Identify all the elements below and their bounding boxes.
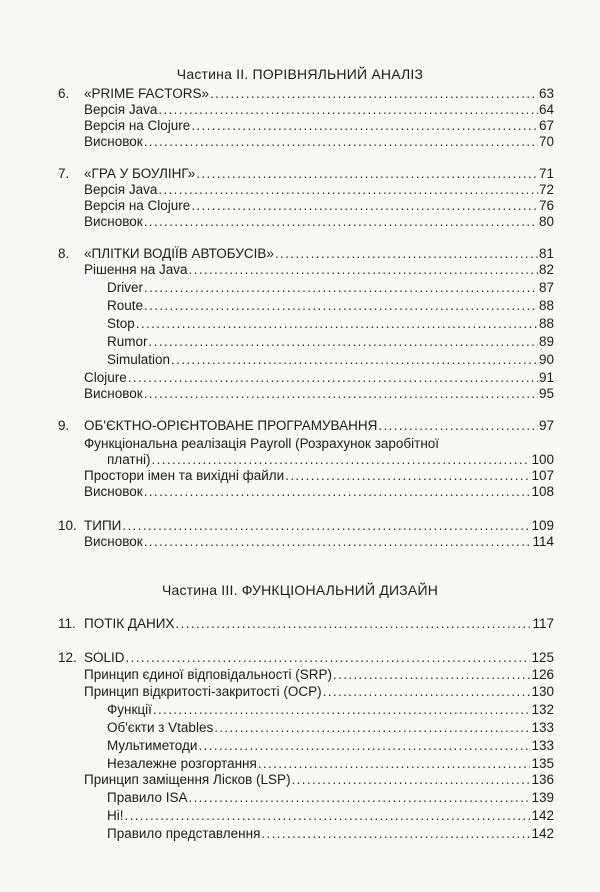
dot-leader (210, 86, 538, 102)
toc-subsection-row[interactable] (107, 316, 554, 332)
page-number: 142 (531, 826, 554, 841)
page-number: 133 (531, 720, 554, 735)
page-number: 135 (531, 756, 554, 771)
dot-leader (144, 280, 538, 296)
dot-leader (191, 118, 538, 134)
dot-leader (128, 370, 538, 386)
section-title: Принцип заміщення Лісков (LSP) (84, 772, 291, 787)
dot-leader (144, 214, 538, 230)
section-title: платні) (107, 452, 151, 467)
toc-chapter-row[interactable] (58, 518, 554, 534)
dot-leader (189, 262, 538, 278)
section-title: Принцип єдиної відповідальності (SRP) (84, 667, 333, 682)
section-title: Rumor (107, 334, 148, 349)
page-number: 91 (538, 370, 554, 385)
page-number: 88 (538, 298, 554, 313)
section-title: Незалежне розгортання (107, 756, 257, 771)
dot-leader (198, 738, 530, 754)
chapter-number: 8. (58, 246, 70, 261)
page-number: 87 (538, 280, 554, 295)
section-title: Принцип відкритості-закритості (OCP) (84, 684, 322, 699)
chapter-title: ТИПИ (84, 518, 122, 533)
section-title: Рішення на Java (84, 262, 188, 277)
page-number: 88 (538, 316, 554, 331)
section-title: Правило ISA (107, 790, 188, 805)
dot-leader (175, 616, 531, 632)
toc-section-row[interactable] (84, 370, 554, 386)
page-number: 133 (531, 738, 554, 753)
section-title: Версія Java (84, 102, 158, 117)
toc-subsection-row[interactable] (107, 334, 554, 350)
dot-leader (292, 772, 531, 788)
page-number: 130 (531, 684, 554, 699)
page-number: 125 (531, 650, 554, 665)
chapter-title: «ГРА У БОУЛІНГ» (84, 166, 196, 181)
page-number: 142 (531, 808, 554, 823)
toc-section-row[interactable] (84, 386, 554, 402)
page-number: 97 (538, 418, 554, 433)
chapter-number: 7. (58, 166, 70, 181)
page-number: 108 (531, 484, 554, 499)
section-title: Версія Java (84, 182, 158, 197)
toc-subsection-row[interactable] (107, 280, 554, 296)
page-number: 67 (538, 118, 554, 133)
dot-leader (275, 246, 538, 262)
section-title: Висновок (84, 214, 143, 229)
toc-section-row[interactable] (84, 102, 554, 118)
toc-subsection-row[interactable] (107, 808, 554, 824)
toc-chapter-row[interactable] (58, 650, 554, 666)
dot-leader (144, 386, 538, 402)
dot-leader (196, 166, 538, 182)
dot-leader (144, 134, 538, 150)
section-title: Версія на Clojure (84, 118, 191, 133)
chapter-title: ОБ'ЄКТНО-ОРІЄНТОВАНЕ ПРОГРАМУВАННЯ (84, 418, 378, 433)
page-number: 63 (538, 86, 554, 101)
toc-section-row[interactable] (84, 198, 554, 214)
dot-leader (136, 316, 538, 332)
page-number: 100 (531, 452, 554, 467)
toc-subsection-row[interactable] (107, 702, 554, 718)
chapter-title: «PRIME FACTORS» (84, 86, 210, 101)
page-number: 81 (538, 246, 554, 261)
toc-section-row[interactable] (84, 772, 554, 788)
chapter-number: 10. (58, 518, 77, 533)
section-title: Висновок (84, 484, 143, 499)
dot-leader (285, 468, 530, 484)
dot-leader (158, 102, 538, 118)
toc-chapter-row[interactable] (58, 166, 554, 182)
page-number: 71 (538, 166, 554, 181)
section-title: Функції (107, 702, 152, 717)
dot-leader (191, 198, 538, 214)
page-number: 136 (531, 772, 554, 787)
chapter-number: 12. (58, 650, 77, 665)
page-number: 109 (531, 518, 554, 533)
section-title: Версія на Clojure (84, 198, 191, 213)
chapter-title: SOLID (84, 650, 125, 665)
section-title: Simulation (107, 352, 171, 367)
chapter-number: 6. (58, 86, 70, 101)
toc-chapter-row[interactable] (58, 616, 554, 632)
page-number: 90 (538, 352, 554, 367)
dot-leader (378, 418, 538, 434)
dot-leader (214, 720, 530, 736)
toc-section-row[interactable] (84, 214, 554, 230)
chapter-title: ПОТІК ДАНИХ (84, 616, 175, 631)
page-number: 107 (531, 468, 554, 483)
dot-leader (153, 702, 531, 718)
toc-section-row[interactable] (84, 684, 554, 700)
dot-leader (152, 452, 531, 468)
dot-leader (171, 352, 538, 368)
part-heading: Частина III. ФУНКЦІОНАЛЬНИЙ ДИЗАЙН (161, 582, 439, 598)
dot-leader (125, 808, 531, 824)
toc-section-row[interactable] (84, 667, 554, 683)
page-number: 95 (538, 386, 554, 401)
page-number: 132 (531, 702, 554, 717)
toc-chapter-row[interactable] (58, 246, 554, 262)
page-number: 89 (538, 334, 554, 349)
page-number: 76 (538, 198, 554, 213)
page-number: 126 (531, 667, 554, 682)
chapter-number: 11. (58, 616, 76, 631)
section-title: Висновок (84, 534, 143, 549)
page-number: 82 (538, 262, 554, 277)
toc-section-row[interactable] (84, 468, 554, 484)
toc-section-row[interactable] (84, 262, 554, 278)
dot-leader (323, 684, 531, 700)
section-title: Driver (107, 280, 143, 295)
toc-subsection-row[interactable] (107, 352, 554, 368)
toc-subsection-row[interactable] (107, 738, 554, 754)
section-title: Ні! (107, 808, 124, 823)
toc-section-title-line1[interactable]: Функціональна реалізація Payroll (Розрахунок заробітної (84, 436, 440, 451)
dot-leader (333, 667, 530, 683)
page-number: 64 (538, 102, 554, 117)
section-title: Stop (107, 316, 135, 331)
page-number: 72 (538, 182, 554, 197)
toc-subsection-row[interactable] (107, 790, 554, 806)
toc-section-row[interactable] (84, 118, 554, 134)
part-heading: Частина II. ПОРІВНЯЛЬНИЙ АНАЛІЗ (176, 66, 424, 82)
dot-leader (122, 518, 530, 534)
dot-leader (126, 650, 531, 666)
section-title: Route (107, 298, 144, 313)
section-title: Мультиметоди (107, 738, 198, 753)
page-number: 117 (532, 616, 554, 631)
section-title: Правило представлення (107, 826, 261, 841)
toc-subsection-row[interactable] (107, 720, 554, 736)
toc-section-row[interactable] (84, 534, 554, 550)
toc-subsection-row[interactable] (107, 826, 554, 842)
toc-chapter-row[interactable] (58, 86, 554, 102)
section-title: Об'єкти з Vtables (107, 720, 214, 735)
toc-section-row[interactable] (84, 134, 554, 150)
toc-subsection-row[interactable] (107, 298, 554, 314)
toc-section-row[interactable] (84, 182, 554, 198)
toc-section-row[interactable] (107, 452, 554, 468)
toc-subsection-row[interactable] (107, 756, 554, 772)
dot-leader (144, 534, 532, 550)
chapter-title: «ПЛІТКИ ВОДІЇВ АВТОБУСІВ» (84, 246, 274, 261)
dot-leader (261, 826, 530, 842)
section-title: Clojure (84, 370, 127, 385)
dot-leader (258, 756, 531, 772)
dot-leader (158, 182, 538, 198)
page-number: 114 (532, 534, 554, 549)
dot-leader (144, 298, 538, 314)
dot-leader (188, 790, 530, 806)
section-title: Простори імен та вихідні файли (84, 468, 285, 483)
chapter-number: 9. (58, 418, 70, 433)
toc-section-row[interactable] (84, 484, 554, 500)
toc-chapter-row[interactable] (58, 418, 554, 434)
dot-leader (149, 334, 538, 350)
section-title: Висновок (84, 134, 143, 149)
page-number: 70 (538, 134, 554, 149)
dot-leader (144, 484, 531, 500)
section-title: Висновок (84, 386, 143, 401)
page-number: 139 (531, 790, 554, 805)
page-number: 80 (538, 214, 554, 229)
